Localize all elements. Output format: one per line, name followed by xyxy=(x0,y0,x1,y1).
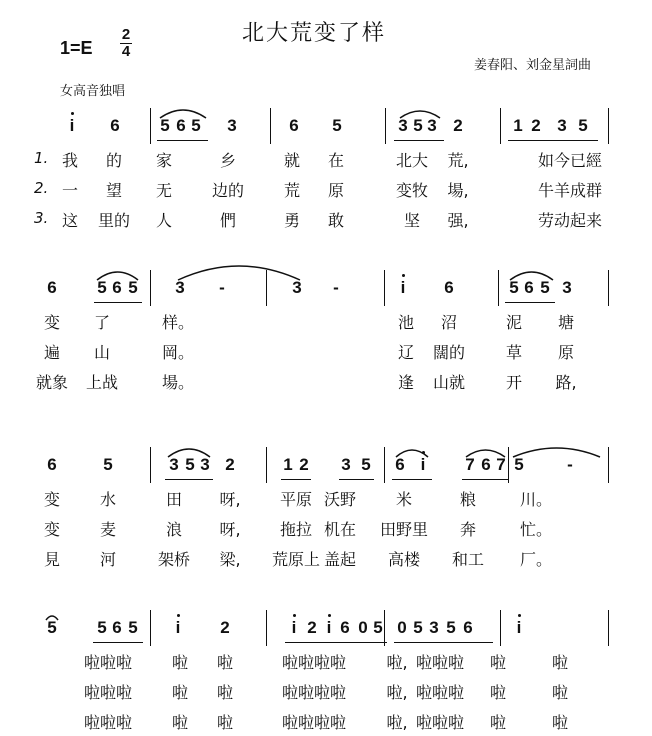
high-octave-dot xyxy=(422,451,425,454)
lyric-word: 啦 xyxy=(489,713,507,732)
eighth-beam xyxy=(281,479,311,480)
eighth-beam xyxy=(392,479,432,480)
note: 1 xyxy=(513,116,523,135)
note: 5 xyxy=(578,116,588,135)
high-octave-dot xyxy=(402,274,405,277)
lyric-word: 原 xyxy=(557,343,575,362)
lyric-word: 啦啦啦 xyxy=(83,713,133,732)
verse-number: 1. xyxy=(34,149,49,167)
lyric-word: 啦 xyxy=(551,683,569,702)
lyric-word: 原 xyxy=(327,181,345,200)
note: 3 xyxy=(562,278,572,297)
bar-line xyxy=(150,270,151,306)
note: 6 xyxy=(47,278,57,297)
lyric-word: 变牧 xyxy=(395,181,429,200)
bar-line xyxy=(384,270,385,306)
note: 2 xyxy=(299,455,309,474)
bar-line xyxy=(508,447,509,483)
lyric-word: 机在 xyxy=(323,520,357,539)
lyric-word: 边的 xyxy=(211,181,245,200)
bar-line xyxy=(608,447,609,483)
bar-line xyxy=(500,108,501,144)
lyric-word: 北大 xyxy=(395,151,429,170)
lyric-word: 就象 xyxy=(35,373,69,392)
note: 6 xyxy=(47,455,57,474)
note: 3 xyxy=(175,278,185,297)
note: 3 xyxy=(427,116,437,135)
slur xyxy=(178,266,300,280)
note: 6 xyxy=(524,278,534,297)
note: 5 xyxy=(446,618,456,637)
note: 0 xyxy=(358,618,368,637)
lyric-word: 勇 xyxy=(283,211,301,230)
lyric-word: 河 xyxy=(99,550,117,569)
eighth-beam xyxy=(165,479,213,480)
lyric-word: 場, xyxy=(447,181,469,200)
lyric-word: 池 xyxy=(397,313,415,332)
note: 5 xyxy=(332,116,342,135)
bar-line xyxy=(266,610,267,646)
lyric-word: 啦 xyxy=(489,683,507,702)
note: 3 xyxy=(341,455,351,474)
note: 6 xyxy=(340,618,350,637)
note: 6 xyxy=(481,455,491,474)
lyric-word: 里的 xyxy=(97,211,131,230)
note: 3 xyxy=(429,618,439,637)
note: 6 xyxy=(112,618,122,637)
lyric-word: 我 xyxy=(61,151,79,170)
lyric-word: 啦啦啦啦 xyxy=(281,683,347,702)
note: 3 xyxy=(557,116,567,135)
high-octave-dot xyxy=(518,614,521,617)
lyric-word: 变 xyxy=(43,520,61,539)
verse-number: 2. xyxy=(34,179,49,197)
note: 5 xyxy=(185,455,195,474)
lyric-word: 无 xyxy=(155,181,173,200)
eighth-beam xyxy=(285,642,387,643)
note: i xyxy=(326,618,332,637)
lyric-word: 路, xyxy=(555,373,577,392)
lyric-word: 田 xyxy=(165,490,183,509)
note: 5 xyxy=(514,455,524,474)
note: 5 xyxy=(97,278,107,297)
lyric-word: 架桥 xyxy=(157,550,191,569)
note: 5 xyxy=(361,455,371,474)
lyric-word: 荒原上 xyxy=(271,550,321,569)
bar-line xyxy=(608,610,609,646)
lyric-word: 这 xyxy=(61,211,79,230)
note: 5 xyxy=(47,618,57,637)
bar-line xyxy=(150,447,151,483)
note: 3 xyxy=(200,455,210,474)
voice-type: 女高音独唱 xyxy=(60,84,126,99)
note: 5 xyxy=(509,278,519,297)
eighth-beam xyxy=(93,642,143,643)
lyric-word: 平原 xyxy=(279,490,313,509)
slur xyxy=(513,448,600,457)
lyric-word: 見 xyxy=(43,550,61,569)
bar-line xyxy=(266,447,267,483)
lyric-word: 遍 xyxy=(43,343,61,362)
lyric-word: 样。 xyxy=(161,313,195,332)
eighth-beam xyxy=(394,140,444,141)
note: - xyxy=(219,278,225,297)
eighth-beam xyxy=(157,140,208,141)
note: i xyxy=(516,618,522,637)
lyric-word: 牛羊成群 xyxy=(537,181,603,200)
note: 6 xyxy=(289,116,299,135)
lyric-word: 逢 xyxy=(397,373,415,392)
lyric-word: 啦 xyxy=(171,653,189,672)
note: 2 xyxy=(225,455,235,474)
note: 6 xyxy=(395,455,405,474)
lyric-word: 的 xyxy=(105,151,123,170)
lyric-word: 啦 xyxy=(216,653,234,672)
lyric-word: 了 xyxy=(93,313,111,332)
note: 5 xyxy=(103,455,113,474)
note: 5 xyxy=(97,618,107,637)
note: 7 xyxy=(465,455,475,474)
eighth-beam xyxy=(394,642,493,643)
lyric-word: 啦啦啦 xyxy=(83,683,133,702)
lyric-word: 草 xyxy=(505,343,523,362)
bar-line xyxy=(384,610,385,646)
note: 2 xyxy=(453,116,463,135)
note: i xyxy=(291,618,297,637)
lyric-word: 荒, xyxy=(447,151,469,170)
lyric-word: 上战 xyxy=(85,373,119,392)
note: 3 xyxy=(292,278,302,297)
lyric-word: 呀, xyxy=(219,490,241,509)
lyric-word: 山就 xyxy=(432,373,466,392)
lyric-word: 望 xyxy=(105,181,123,200)
note: 3 xyxy=(169,455,179,474)
note: 2 xyxy=(531,116,541,135)
note: 0 xyxy=(397,618,407,637)
bar-line xyxy=(498,270,499,306)
lyric-word: 啦 xyxy=(216,713,234,732)
note: 6 xyxy=(176,116,186,135)
lyric-word: 劳动起来 xyxy=(537,211,603,230)
lyric-word: 米 xyxy=(395,490,413,509)
bar-line xyxy=(608,270,609,306)
note: 3 xyxy=(227,116,237,135)
lyric-word: 开 xyxy=(505,373,523,392)
lyric-word: 川。 xyxy=(519,490,553,509)
lyric-word: 啦 xyxy=(551,713,569,732)
eighth-beam xyxy=(94,302,142,303)
lyric-word: 啦啦啦啦 xyxy=(281,653,347,672)
lyric-word: 啦 xyxy=(216,683,234,702)
lyric-word: 盖起 xyxy=(323,550,357,569)
lyric-word: 粮 xyxy=(459,490,477,509)
lyric-word: 乡 xyxy=(219,151,237,170)
key-signature: 1=E xyxy=(60,38,93,58)
lyric-word: 在 xyxy=(327,151,345,170)
eighth-beam xyxy=(462,479,508,480)
lyric-word: 啦啦啦 xyxy=(415,683,465,702)
lyric-word: 变 xyxy=(43,313,61,332)
note: i xyxy=(175,618,181,637)
note: 5 xyxy=(540,278,550,297)
note: - xyxy=(333,278,339,297)
note: 5 xyxy=(191,116,201,135)
lyric-word: 啦 xyxy=(489,653,507,672)
lyric-word: 闊的 xyxy=(432,343,466,362)
lyric-word: 变 xyxy=(43,490,61,509)
note: 7 xyxy=(496,455,506,474)
lyric-word: 麦 xyxy=(99,520,117,539)
lyric-word: 和工 xyxy=(451,550,485,569)
lyric-word: 辽 xyxy=(397,343,415,362)
lyric-word: 奔 xyxy=(459,520,477,539)
note: 6 xyxy=(444,278,454,297)
note: 2 xyxy=(307,618,317,637)
note: 5 xyxy=(128,618,138,637)
time-signature-top: 2 xyxy=(121,26,131,43)
bar-line xyxy=(608,108,609,144)
high-octave-dot xyxy=(293,614,296,617)
note: 5 xyxy=(373,618,383,637)
verse-number: 3. xyxy=(34,209,49,227)
note: i xyxy=(400,278,406,297)
bar-line xyxy=(500,610,501,646)
lyric-word: 岡。 xyxy=(161,343,195,362)
lyric-word: 人 xyxy=(155,211,173,230)
note: 5 xyxy=(128,278,138,297)
note: 3 xyxy=(398,116,408,135)
lyric-word: 啦啦啦 xyxy=(415,713,465,732)
lyric-word: 一 xyxy=(61,181,79,200)
lyric-word: 啦, xyxy=(386,683,408,702)
lyric-word: 拖拉 xyxy=(279,520,313,539)
lyric-word: 坚 xyxy=(403,211,421,230)
lyric-word: 田野里 xyxy=(379,520,429,539)
note: 5 xyxy=(413,116,423,135)
lyric-word: 啦 xyxy=(171,683,189,702)
lyric-word: 高楼 xyxy=(387,550,421,569)
lyric-word: 忙。 xyxy=(519,520,553,539)
lyric-word: 們 xyxy=(219,211,237,230)
lyric-word: 家 xyxy=(155,151,173,170)
lyric-word: 山 xyxy=(93,343,111,362)
bar-line xyxy=(384,447,385,483)
lyric-word: 荒 xyxy=(283,181,301,200)
lyric-word: 水 xyxy=(99,490,117,509)
high-octave-dot xyxy=(71,112,74,115)
bar-line xyxy=(150,108,151,144)
lyric-word: 敢 xyxy=(327,211,345,230)
lyric-word: 啦啦啦 xyxy=(83,653,133,672)
time-signature-bottom: 4 xyxy=(121,43,131,60)
lyric-word: 泥 xyxy=(505,313,523,332)
note: 6 xyxy=(463,618,473,637)
song-title: 北大荒变了样 xyxy=(242,21,387,46)
note: 5 xyxy=(160,116,170,135)
high-octave-dot xyxy=(177,614,180,617)
eighth-beam xyxy=(508,140,598,141)
lyric-word: 啦, xyxy=(386,653,408,672)
note: 6 xyxy=(112,278,122,297)
composer-credit: 姜春阳、刘金星詞曲 xyxy=(474,58,592,73)
note: - xyxy=(567,455,573,474)
lyric-word: 梁, xyxy=(219,550,241,569)
bar-line xyxy=(385,108,386,144)
lyric-word: 啦啦啦啦 xyxy=(281,713,347,732)
note: 6 xyxy=(110,116,120,135)
note: 5 xyxy=(413,618,423,637)
lyric-word: 呀, xyxy=(219,520,241,539)
lyric-word: 啦啦啦 xyxy=(415,653,465,672)
note: 2 xyxy=(220,618,230,637)
eighth-beam xyxy=(505,302,555,303)
eighth-beam xyxy=(339,479,374,480)
lyric-word: 場。 xyxy=(161,373,195,392)
high-octave-dot xyxy=(328,614,331,617)
note: i xyxy=(69,116,75,135)
lyric-word: 强, xyxy=(447,211,469,230)
bar-line xyxy=(150,610,151,646)
lyric-word: 啦 xyxy=(171,713,189,732)
lyric-word: 就 xyxy=(283,151,301,170)
lyric-word: 啦, xyxy=(386,713,408,732)
lyric-word: 如今已經 xyxy=(537,151,603,170)
note: 1 xyxy=(283,455,293,474)
lyric-word: 厂。 xyxy=(519,550,553,569)
bar-line xyxy=(270,108,271,144)
bar-line xyxy=(266,270,267,306)
lyric-word: 沃野 xyxy=(323,490,357,509)
lyric-word: 浪 xyxy=(165,520,183,539)
lyric-word: 啦 xyxy=(551,653,569,672)
note: i xyxy=(420,455,426,474)
lyric-word: 塘 xyxy=(557,313,575,332)
lyric-word: 沼 xyxy=(440,313,458,332)
